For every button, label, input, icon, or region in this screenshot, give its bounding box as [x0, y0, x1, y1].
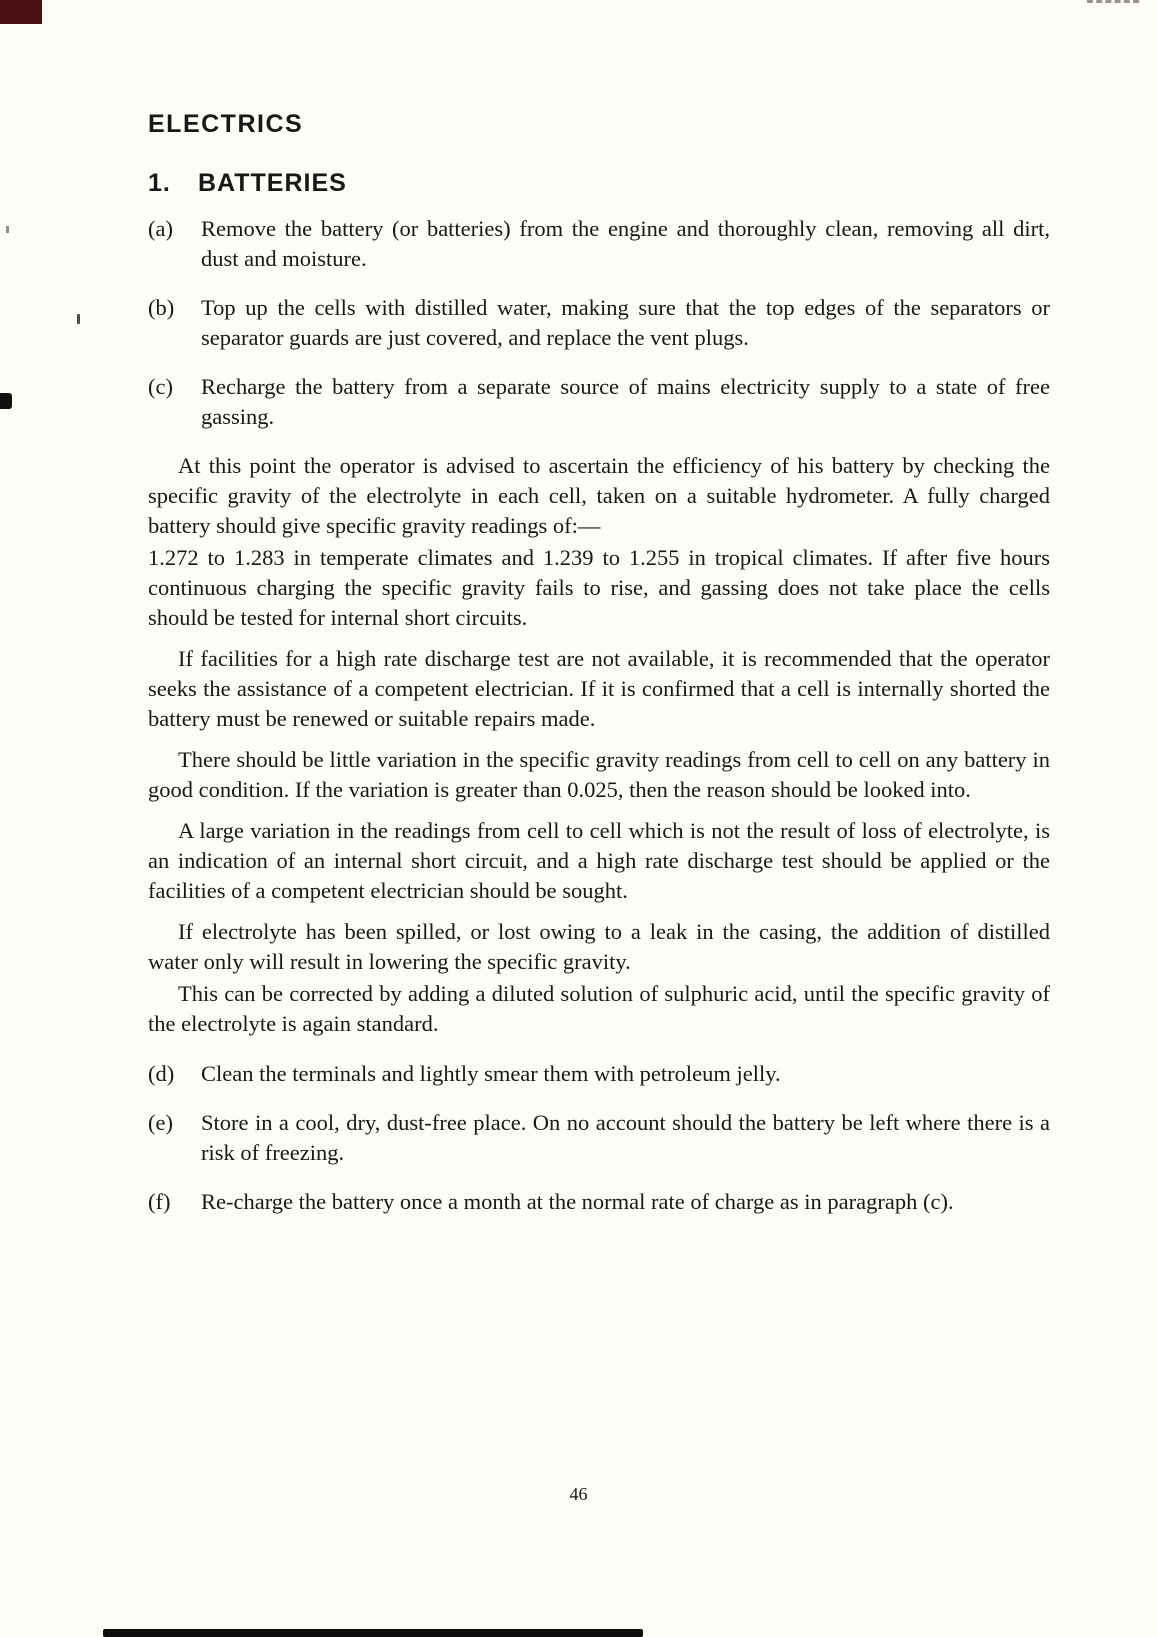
- page-content: [148, 110, 1050, 1236]
- list-item-a: [148, 214, 1050, 274]
- paragraph: This can be corrected by adding a diluted solution of sulphuric acid, until the specific gravity of the electrolyte is again standard.: [148, 981, 1050, 1036]
- list-item-d: [148, 1059, 1050, 1089]
- paragraph: At this point the operator is advised to ascertain the efficiency of his battery by checking the specific gravity of the electrolyte in each cell, taken on a suitable hydrometer. A fully charged battery should give specific gravity readings of:—: [148, 453, 1050, 538]
- list-item-text: Clean the terminals and lightly smear them with petroleum jelly.: [201, 1061, 781, 1086]
- list-item-label: (c): [148, 374, 173, 399]
- list-item-label: (a): [148, 216, 173, 241]
- list-item-e: [148, 1108, 1050, 1168]
- list-item-label: (f): [148, 1189, 171, 1214]
- paragraph: A large variation in the readings from cell to cell which is not the result of loss of electrolyte, is an indication of an internal short circuit, and a high rate discharge test should be applied or the facilities of a competent electrician should be sought.: [148, 818, 1050, 903]
- list-item-text: Store in a cool, dry, dust-free place. On no account should the battery be left where there is a risk of freezing.: [201, 1110, 1050, 1165]
- list-item-text: Recharge the battery from a separate source of mains electricity supply to a state of free gassing.: [201, 374, 1050, 429]
- list-bottom: [148, 1059, 1050, 1217]
- section-heading: [148, 169, 1050, 198]
- list-item-c: [148, 372, 1050, 432]
- section-body: [148, 214, 1050, 1217]
- page-number: 46: [569, 1484, 588, 1504]
- scan-artifact-stray-tick: [77, 314, 80, 324]
- chapter-heading: ELECTRICS: [148, 110, 304, 138]
- paragraph: If electrolyte has been spilled, or lost owing to a leak in the casing, the addition of distilled water only will result in lowering the specific gravity.: [148, 919, 1050, 974]
- list-item-label: (b): [148, 295, 175, 320]
- list-item-text: Re-charge the battery once a month at the normal rate of charge as in paragraph (c).: [201, 1189, 954, 1214]
- paragraph: 1.272 to 1.283 in temperate climates and 1.239 to 1.255 in tropical climates. If after five hours continuous charging the specific gravity fails to rise, and gassing does not take place the cells should be tested for internal short circuits.: [148, 545, 1050, 630]
- section-title: BATTERIES: [198, 169, 347, 197]
- list-item-b: [148, 293, 1050, 353]
- scan-artifact-corner-block: [0, 0, 42, 24]
- paragraph: There should be little variation in the specific gravity readings from cell to cell on any battery in good condition. If the variation is greater than 0.025, then the reason should be looked into.: [148, 747, 1050, 802]
- paragraph: If facilities for a high rate discharge test are not available, it is recommended that the operator seeks the assistance of a competent electrician. If it is confirmed that a cell is internally shorted the battery must be renewed or suitable repairs made.: [148, 646, 1050, 731]
- list-item-text: Top up the cells with distilled water, making sure that the top edges of the separators or separator guards are just covered, and replace the vent plugs.: [201, 295, 1050, 350]
- scan-artifact-left-edge-mark: [0, 393, 12, 409]
- list-item-label: (e): [148, 1110, 173, 1135]
- list-item-label: (d): [148, 1061, 175, 1086]
- list-item-text: Remove the battery (or batteries) from the engine and thoroughly clean, removing all dirt, dust and moisture.: [201, 216, 1050, 271]
- scan-artifact-stray-dot: [6, 226, 9, 233]
- list-item-f: [148, 1187, 1050, 1217]
- scan-artifact-top-dashes: [1087, 0, 1139, 8]
- section-number: 1.: [148, 169, 171, 197]
- scan-artifact-bottom-bar: [103, 1629, 643, 1637]
